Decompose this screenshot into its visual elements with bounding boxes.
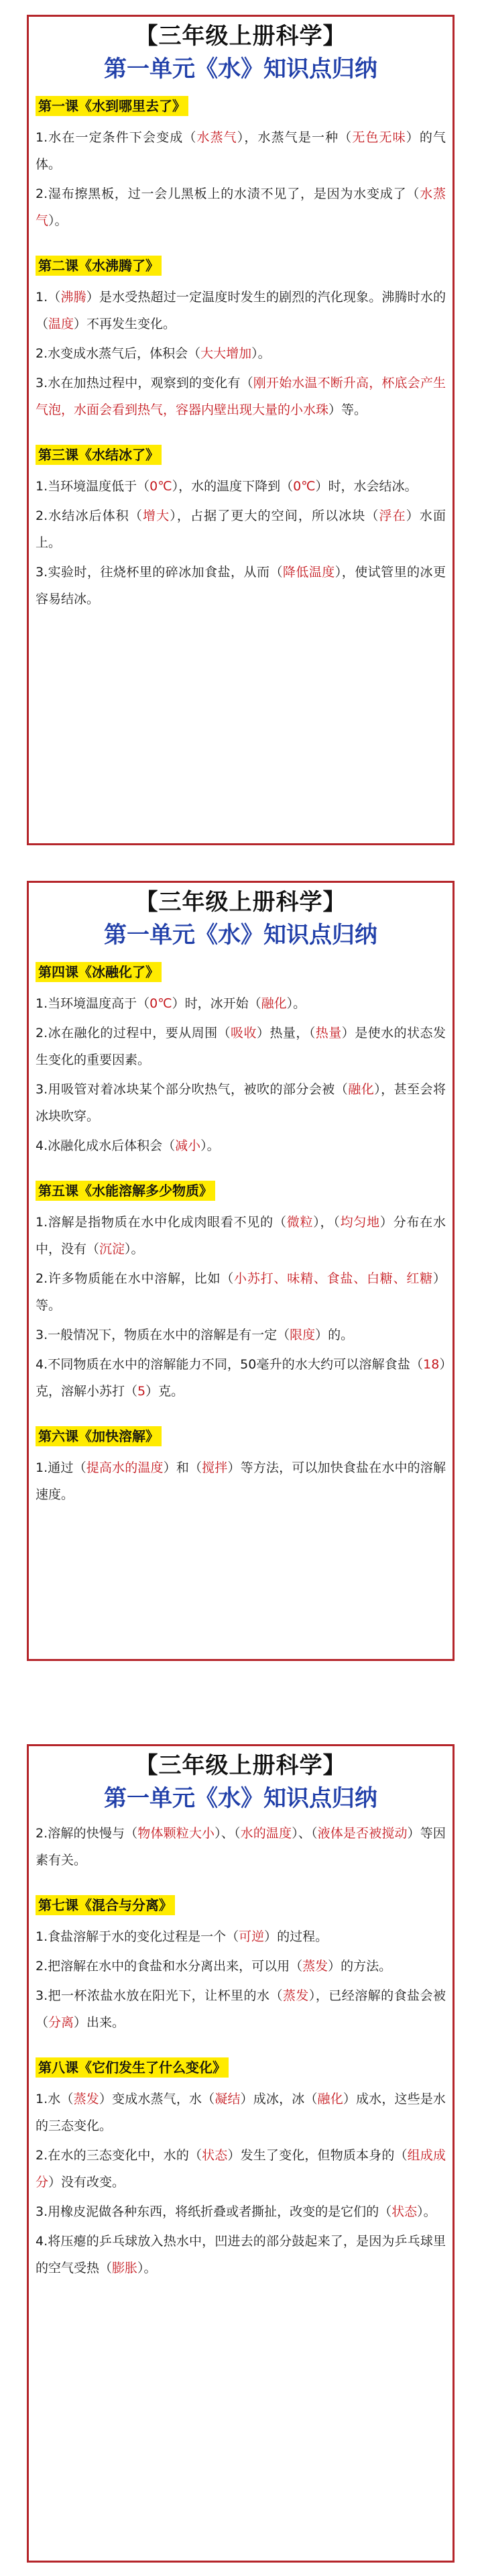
answer-highlight: 增大	[143, 508, 170, 523]
knowledge-point	[36, 370, 446, 423]
page-content	[36, 957, 446, 1508]
answer-highlight: 限度	[290, 1328, 316, 1342]
text-segment: ）等。	[36, 1271, 446, 1313]
page-content	[36, 91, 446, 612]
knowledge-point	[36, 1351, 446, 1405]
text-segment: 2.把溶解在水中的食盐和水分离出来，可以用（	[36, 1959, 303, 1974]
text-segment: ）时，水会结冰。	[315, 479, 418, 494]
answer-highlight: 刚开始水温不断升高，杯底会产生气泡，水面会看到热气，容器内壁出现大量的小水珠	[36, 376, 446, 417]
answer-highlight: 降低温度	[282, 565, 335, 580]
text-segment: 3.把一杯浓盐水放在阳光下，让杯里的水（	[36, 1988, 283, 2003]
answer-highlight: 5	[137, 1384, 146, 1399]
knowledge-point	[36, 124, 446, 178]
answer-highlight: 水蒸气	[196, 130, 237, 145]
text-segment: 3.实验时，往烧杯里的碎冰加食盐，从而（	[36, 565, 283, 580]
answer-highlight: 浮在	[379, 508, 406, 523]
text-segment: ），使试管里的冰更容易结冰。	[36, 565, 446, 606]
lesson-section	[36, 1175, 446, 1405]
text-segment: ），（	[313, 1215, 341, 1230]
text-segment: ）成水，这些是水的三态变化。	[36, 2092, 446, 2133]
answer-highlight: 分离	[48, 2015, 74, 2030]
answer-highlight: 均匀地	[340, 1215, 380, 1230]
answer-highlight: 无色无味	[352, 130, 406, 145]
knowledge-point	[36, 1820, 446, 1874]
text-segment: 3.一般情况下，物质在水中的溶解是有一定（	[36, 1328, 290, 1342]
answer-highlight: 大大增加	[200, 346, 252, 361]
lesson-heading: 第一课《水到哪里去了》	[36, 96, 188, 116]
answer-highlight: 融化	[261, 996, 287, 1011]
text-segment: ）的过程。	[264, 1929, 328, 1944]
knowledge-point	[36, 2228, 446, 2282]
knowledge-point	[36, 1953, 446, 1980]
text-segment: ）克，溶解小苏打（	[36, 1357, 446, 1399]
lesson-heading: 第四课《冰融化了》	[36, 962, 162, 982]
text-segment: 4.将压瘪的乒乓球放入热水中，凹进去的部分鼓起来了，是因为乒乓球里的空气受热（	[36, 2234, 446, 2275]
text-segment: 2.湿布擦黑板，过一会儿黑板上的水渍不见了，是因为水变成了（	[36, 186, 420, 201]
page-2	[27, 881, 455, 1661]
knowledge-point	[36, 559, 446, 612]
text-segment: ）的。	[315, 1328, 354, 1342]
page-title: 【三年级上册科学】	[135, 889, 347, 916]
answer-highlight: 物体颗粒大小	[137, 1826, 215, 1841]
text-segment: ）的方法。	[328, 1959, 392, 1974]
answer-highlight: 沸腾	[60, 290, 86, 305]
text-segment: ）、（	[292, 1826, 318, 1841]
lesson-heading: 第八课《它们发生了什么变化》	[36, 2057, 229, 2078]
text-segment: 2.水变成水蒸气后，体积会（	[36, 346, 201, 361]
page-subtitle: 第一单元《水》知识点归纳	[104, 1785, 377, 1812]
page-header	[36, 1750, 446, 1816]
text-segment: ）没有改变。	[48, 2175, 125, 2190]
text-segment: ），甚至会将冰块吹穿。	[36, 1082, 446, 1124]
page-3	[27, 1744, 455, 2563]
text-segment: ）发生了变化，但物质本身的（	[227, 2148, 408, 2163]
answer-highlight: 18	[423, 1357, 440, 1372]
knowledge-point	[36, 1322, 446, 1348]
text-segment: ）热量，（	[256, 1026, 316, 1040]
text-segment: 3.水在加热过程中，观察到的变化有（	[36, 376, 253, 390]
page-content	[36, 1820, 446, 2282]
text-segment: 1.食盐溶解于水的变化过程是一个（	[36, 1929, 239, 1944]
text-segment: ）。	[125, 1242, 144, 1256]
text-segment: 2.冰在融化的过程中，要从周围（	[36, 1026, 231, 1040]
answer-highlight: 提高水的温度	[86, 1460, 164, 1475]
page-subtitle: 第一单元《水》知识点归纳	[104, 922, 377, 949]
page-header	[36, 887, 446, 953]
answer-highlight: 热量	[315, 1026, 342, 1040]
text-segment: 2.许多物质能在水中溶解，比如（	[36, 1271, 235, 1286]
answer-highlight: 温度	[48, 317, 74, 331]
lesson-heading: 第六课《加快溶解》	[36, 1426, 162, 1446]
answer-highlight: 吸收	[231, 1026, 257, 1040]
text-segment: 1.水（	[36, 2092, 74, 2106]
knowledge-point	[36, 1265, 446, 1319]
text-segment: ）、（	[215, 1826, 241, 1841]
text-segment: ）变成水蒸气，水（	[99, 2092, 215, 2106]
knowledge-point	[36, 990, 446, 1017]
text-segment: 4.不同物质在水中的溶解能力不同，50毫升的水大约可以溶解食盐（	[36, 1357, 424, 1372]
answer-highlight: 减小	[175, 1138, 201, 1153]
text-segment: 2.水结冰后体积（	[36, 508, 143, 523]
page-title: 【三年级上册科学】	[135, 23, 347, 50]
knowledge-point	[36, 1923, 446, 1950]
answer-highlight: 凝结	[215, 2092, 241, 2106]
answer-highlight: 0℃	[293, 479, 316, 494]
knowledge-point	[36, 340, 446, 367]
text-segment: ），水蒸气是一种（	[237, 130, 353, 145]
text-segment: ）时，冰开始（	[172, 996, 261, 1011]
lesson-heading: 第二课《水沸腾了》	[36, 256, 162, 276]
answer-highlight: 小苏打、味精、食盐、白糖、红糖	[234, 1271, 433, 1286]
knowledge-point	[36, 1020, 446, 1073]
lesson-section	[36, 957, 446, 1159]
answer-highlight: 组成成分	[36, 2148, 446, 2190]
knowledge-point	[36, 2086, 446, 2139]
text-segment: ）成冰，冰（	[240, 2092, 318, 2106]
answer-highlight: 搅拌	[202, 1460, 228, 1475]
knowledge-point	[36, 1209, 446, 1263]
answer-highlight: 沉淀	[99, 1242, 125, 1256]
knowledge-point	[36, 473, 446, 500]
answer-highlight: 0℃	[149, 996, 172, 1011]
text-segment: ）是使水的状态发生变化的重要因素。	[36, 1026, 446, 1067]
text-segment: ）。	[251, 346, 271, 361]
text-segment: ）等因素有关。	[36, 1826, 446, 1868]
text-segment: 1.当环境温度高于（	[36, 996, 150, 1011]
text-segment: 1.通过（	[36, 1460, 86, 1475]
lesson-heading: 第七课《混合与分离》	[36, 1895, 175, 1915]
knowledge-point	[36, 1454, 446, 1508]
text-segment: 3.用橡皮泥做各种东西，将纸折叠或者撕扯，改变的是它们的（	[36, 2204, 392, 2219]
answer-highlight: 液体是否被搅动	[317, 1826, 408, 1841]
answer-highlight: 状态	[202, 2148, 228, 2163]
answer-highlight: 膨胀	[112, 2261, 138, 2275]
text-segment: ）。	[417, 2204, 436, 2219]
text-segment: ）是水受热超过一定温度时发生的剧烈的汽化现象。沸腾时水的（	[36, 290, 446, 331]
text-segment: ）。	[48, 213, 68, 228]
answer-highlight: 状态	[391, 2204, 418, 2219]
lesson-section	[36, 91, 446, 234]
answer-highlight: 蒸发	[282, 1988, 309, 2003]
text-segment: 1.溶解是指物质在水中化成肉眼看不见的（	[36, 1215, 287, 1230]
text-segment: ）分布在水中，没有（	[36, 1215, 446, 1256]
knowledge-point	[36, 284, 446, 337]
text-segment: 4.冰融化成水后体积会（	[36, 1138, 176, 1153]
text-segment: ）不再发生变化。	[74, 317, 176, 331]
text-segment: 3.用吸管对着冰块某个部分吹热气，被吹的部分会被（	[36, 1082, 349, 1097]
knowledge-point	[36, 1132, 446, 1159]
lesson-section	[36, 2052, 446, 2282]
page-1	[27, 15, 455, 845]
text-segment: 1.（	[36, 290, 61, 305]
text-segment: ），水的温度下降到（	[172, 479, 294, 494]
lesson-section	[36, 1820, 446, 1874]
lesson-heading: 第三课《水结冰了》	[36, 445, 162, 465]
lesson-section	[36, 439, 446, 612]
text-segment: ）等。	[328, 402, 367, 417]
text-segment: ）水面上。	[36, 508, 446, 550]
text-segment: ）和（	[163, 1460, 202, 1475]
knowledge-point	[36, 502, 446, 556]
text-segment: ）。	[200, 1138, 220, 1153]
knowledge-point	[36, 180, 446, 234]
lesson-section	[36, 250, 446, 423]
text-segment: ）。	[137, 2261, 157, 2275]
answer-highlight: 蒸发	[302, 1959, 328, 1974]
lesson-section	[36, 1421, 446, 1508]
text-segment: ），已经溶解的食盐会被（	[36, 1988, 446, 2030]
answer-highlight: 水的温度	[240, 1826, 292, 1841]
text-segment: 2.在水的三态变化中，水的（	[36, 2148, 202, 2163]
page-header	[36, 21, 446, 87]
text-segment: ）出来。	[74, 2015, 125, 2030]
text-segment: 2.溶解的快慢与（	[36, 1826, 138, 1841]
text-segment: ）等方法，可以加快食盐在水中的溶解速度。	[36, 1460, 446, 1502]
text-segment: ），占据了更大的空间，所以冰块（	[170, 508, 379, 523]
text-segment: ）。	[286, 996, 306, 1011]
answer-highlight: 蒸发	[73, 2092, 99, 2106]
knowledge-point	[36, 1076, 446, 1130]
page-title: 【三年级上册科学】	[135, 1752, 347, 1779]
knowledge-point	[36, 1982, 446, 2036]
answer-highlight: 微粒	[286, 1215, 314, 1230]
answer-highlight: 融化	[348, 1082, 375, 1097]
text-segment: 1.当环境温度低于（	[36, 479, 150, 494]
answer-highlight: 0℃	[149, 479, 172, 494]
text-segment: 1.水在一定条件下会变成（	[36, 130, 197, 145]
text-segment: ）克。	[145, 1384, 184, 1399]
text-segment: ）的气体。	[36, 130, 446, 172]
answer-highlight: 可逆	[239, 1929, 265, 1944]
lesson-section	[36, 1890, 446, 2036]
knowledge-point	[36, 2142, 446, 2196]
page-subtitle: 第一单元《水》知识点归纳	[104, 56, 377, 83]
answer-highlight: 融化	[317, 2092, 343, 2106]
knowledge-point	[36, 2198, 446, 2225]
answer-highlight: 水蒸气	[36, 186, 446, 228]
lesson-heading: 第五课《水能溶解多少物质》	[36, 1181, 215, 1201]
